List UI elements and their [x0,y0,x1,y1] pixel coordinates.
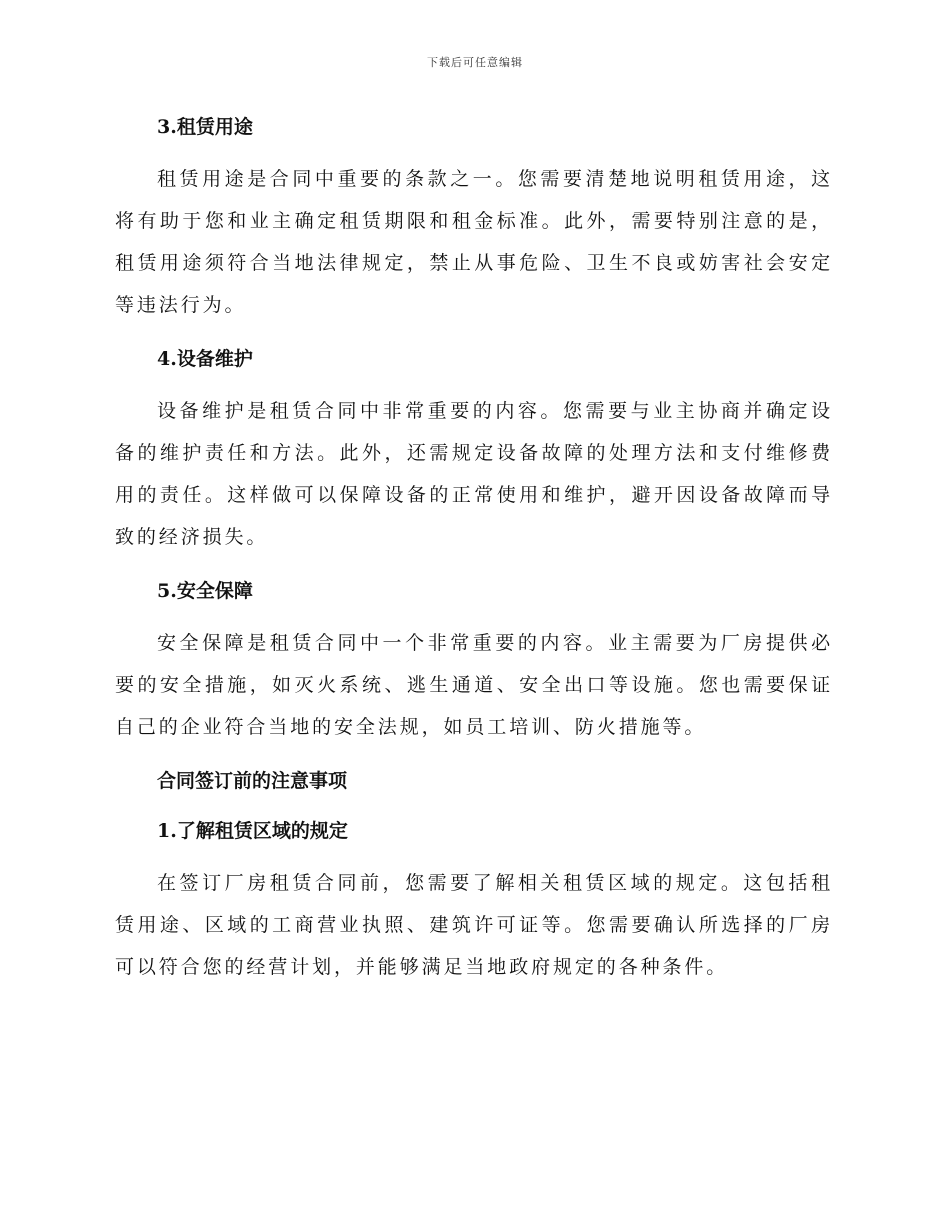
section-heading-regulations: 1.了解租赁区域的规定 [157,820,348,842]
section-heading-safety: 5.安全保障 [157,580,253,602]
page-header: 下载后可任意编辑 [427,56,523,69]
section-heading-maintenance: 4.设备维护 [157,348,253,370]
section-heading-precautions: 合同签订前的注意事项 [157,770,348,792]
section-heading-usage: 3.租赁用途 [157,116,253,138]
section-body-regulations: 在签订厂房租赁合同前，您需要了解相关租赁区域的规定。这包括租赁用途、区域的工商营业执照、建筑许可证等。您需要确认所选择的厂房可以符合您的经营计划，并能够满足当地政府规定的各种条件。 [115,872,833,978]
document-body [115,108,833,1002]
section-body-usage: 租赁用途是合同中重要的条款之一。您需要清楚地说明租赁用途，这将有助于您和业主确定租赁期限和租金标准。此外，需要特别注意的是，租赁用途须符合当地法律规定，禁止从事危险、卫生不良或妨害社会安定等违法行为。 [115,168,833,316]
section-body-maintenance: 设备维护是租赁合同中非常重要的内容。您需要与业主协商并确定设备的维护责任和方法。此外，还需规定设备故障的处理方法和支付维修费用的责任。这样做可以保障设备的正常使用和维护，避开因设备故障而导致的经济损失。 [115,400,833,548]
section-body-safety: 安全保障是租赁合同中一个非常重要的内容。业主需要为厂房提供必要的安全措施，如灭火系统、逃生通道、安全出口等设施。您也需要保证自己的企业符合当地的安全法规，如员工培训、防火措施等。 [115,632,833,738]
